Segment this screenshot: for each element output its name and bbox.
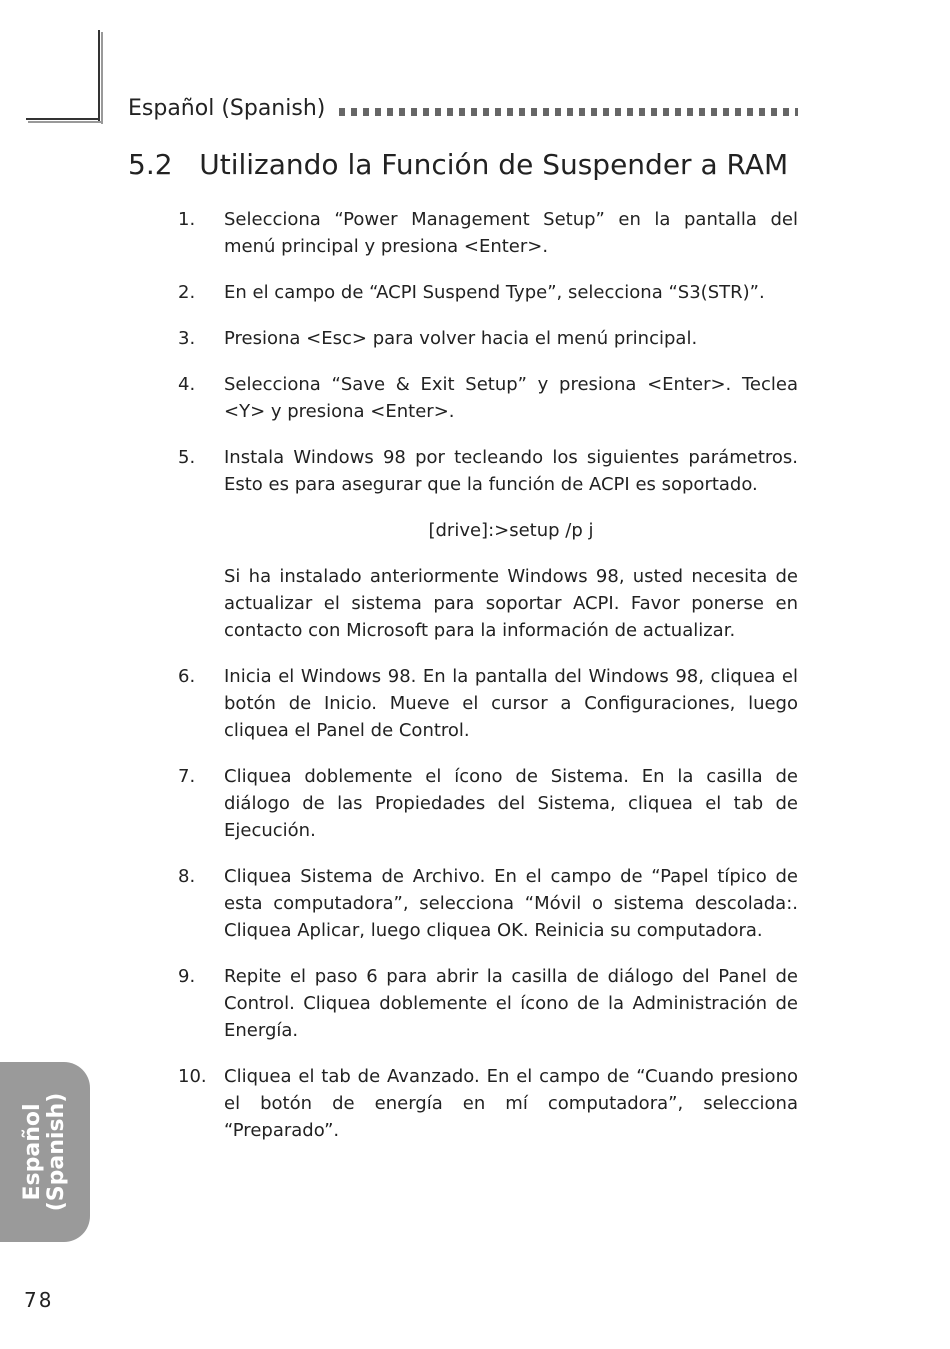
setup-command: [drive]:>setup /p j xyxy=(428,520,594,541)
page-header xyxy=(128,93,798,123)
list-item xyxy=(178,371,798,425)
list-item xyxy=(178,444,798,644)
header-dotted-rule xyxy=(339,108,798,116)
step-number: 5. xyxy=(178,447,196,468)
step-number: 10. xyxy=(178,1066,207,1087)
step-number: 9. xyxy=(178,966,196,987)
page-number: 78 xyxy=(24,1288,54,1312)
step-note: Si ha instalado anteriormente Windows 98, usted necesita de actualizar el sistema para soportar ACPI. Favor ponerse en contacto con Microsoft para la información de actualizar. xyxy=(224,566,798,641)
step-text: Instala Windows 98 por tecleando los siguientes parámetros. Esto es para asegurar que la función de ACPI es soportado. xyxy=(224,447,798,495)
list-item xyxy=(178,279,798,306)
list-item xyxy=(178,963,798,1044)
step-number: 8. xyxy=(178,866,196,887)
language-side-tab xyxy=(0,1062,90,1242)
steps-list xyxy=(178,206,798,1163)
list-item xyxy=(178,325,798,352)
list-item xyxy=(178,663,798,744)
crop-mark-horizontal xyxy=(26,118,100,120)
step-text: Selecciona “Power Management Setup” en la pantalla del menú principal y presiona <Enter>. xyxy=(224,209,798,257)
side-tab-line-2: (Spanish) xyxy=(44,1092,69,1212)
step-number: 3. xyxy=(178,328,196,349)
step-number: 2. xyxy=(178,282,196,303)
list-item xyxy=(178,1063,798,1144)
header-language-label: Español (Spanish) xyxy=(128,95,326,121)
step-number: 7. xyxy=(178,766,196,787)
corner-crop-mark xyxy=(26,30,104,125)
step-text: Repite el paso 6 para abrir la casilla de diálogo del Panel de Control. Cliquea doblemente el ícono de la Administración de Energía. xyxy=(224,966,798,1041)
list-item xyxy=(178,763,798,844)
step-number: 6. xyxy=(178,666,196,687)
list-item xyxy=(178,863,798,944)
step-text: Cliquea el tab de Avanzado. En el campo de “Cuando presiono el botón de energía en mí computadora”, selecciona “Preparado”. xyxy=(224,1066,798,1141)
crop-mark-vertical xyxy=(98,30,100,122)
step-text: Inicia el Windows 98. En la pantalla del Windows 98, cliquea el botón de Inicio. Mueve el cursor a Configuraciones, luego cliquea el Panel de Control. xyxy=(224,666,798,741)
step-number: 4. xyxy=(178,374,196,395)
list-item xyxy=(178,206,798,260)
step-text: Cliquea doblemente el ícono de Sistema. En la casilla de diálogo de las Propiedades del Sistema, cliquea el tab de Ejecución. xyxy=(224,766,798,841)
side-tab-line-1: Español xyxy=(20,1103,45,1201)
step-text: Cliquea Sistema de Archivo. En el campo de “Papel típico de esta computadora”, selecciona “Móvil o sistema descolada:. Cliquea Aplicar, luego cliquea OK. Reinicia su computadora. xyxy=(224,866,798,941)
step-number: 1. xyxy=(178,209,196,230)
step-text: Selecciona “Save & Exit Setup” y presiona <Enter>. Teclea <Y> y presiona <Enter>. xyxy=(224,374,798,422)
side-tab-label xyxy=(21,1093,69,1212)
section-title: 5.2 Utilizando la Función de Suspender a RAM xyxy=(128,148,789,181)
step-text: En el campo de “ACPI Suspend Type”, selecciona “S3(STR)”. xyxy=(224,282,765,303)
step-text: Presiona <Esc> para volver hacia el menú principal. xyxy=(224,328,698,349)
